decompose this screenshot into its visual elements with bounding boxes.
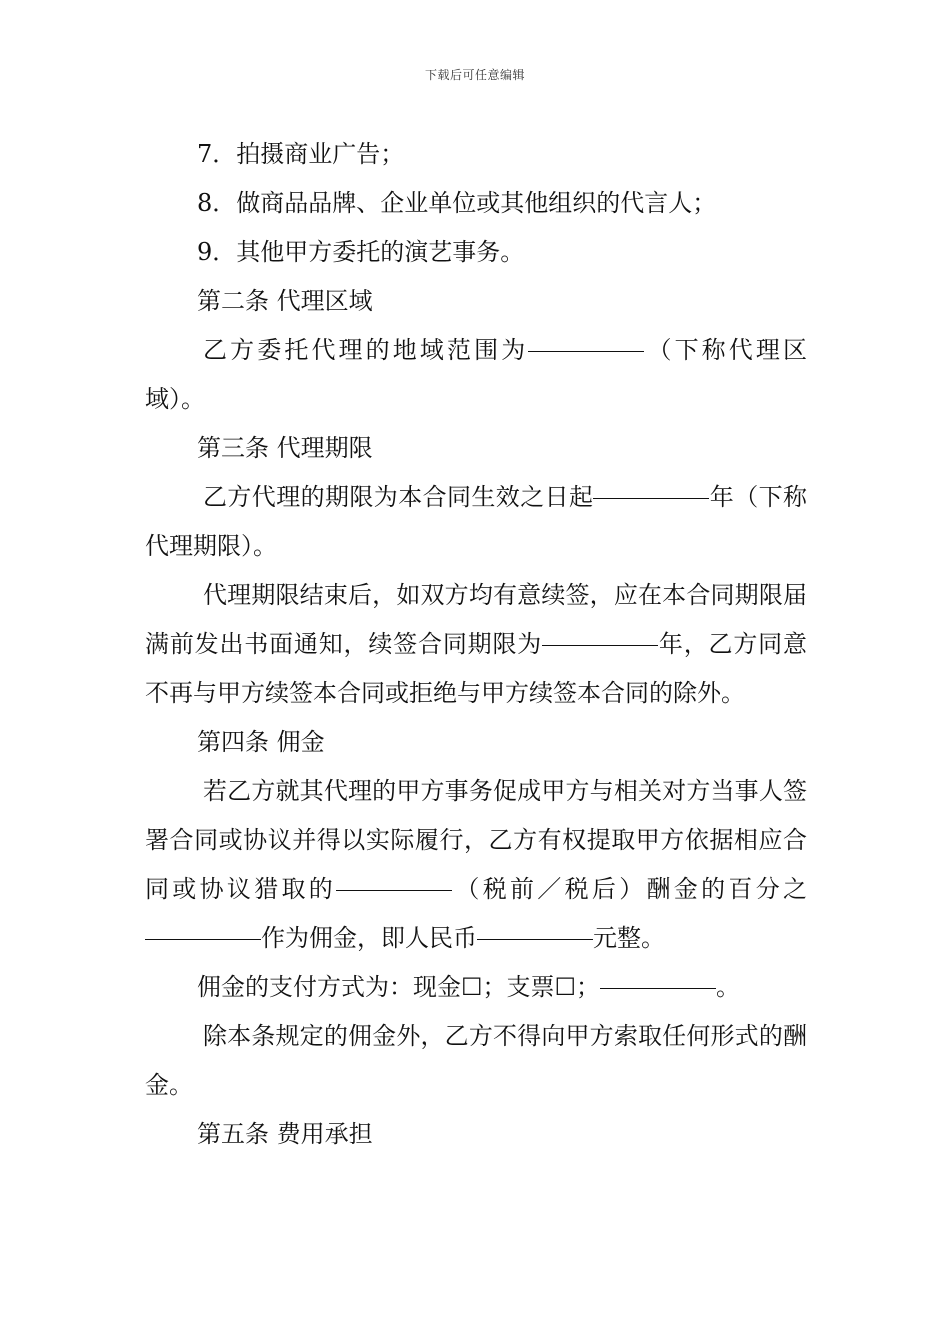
text-segment: 乙方委托代理的地域范围为: [203, 336, 529, 364]
text-segment: 代理期限结束后，如双方均有意续签，应在本合同期限届满前发出书面通知，续签合同期限为: [145, 581, 807, 658]
article-3-paragraph-1: [145, 473, 807, 571]
blank-line: [145, 938, 261, 940]
blank-line: [336, 889, 452, 891]
text-segment: 元整。: [593, 924, 665, 952]
document-body: [145, 130, 807, 1159]
blank-line: [542, 644, 658, 646]
article-4-heading: 第四条 佣金: [197, 728, 325, 756]
text-segment: （下称代理区域）。: [145, 336, 808, 413]
list-item-8: 8．做商品品牌、企业单位或其他组织的代言人；: [197, 189, 717, 217]
text-segment: 。: [716, 973, 741, 1001]
text-segment: 年，乙方同意不再与甲方续签本合同或拒绝与甲方续签本合同的除外。: [145, 630, 808, 707]
article-4-paragraph-1: [145, 767, 807, 963]
list-item-9: 9．其他甲方委托的演艺事务。: [197, 238, 525, 266]
article-4-paragraph-2: [145, 963, 807, 1012]
article-2-heading: 第二条 代理区域: [197, 287, 373, 315]
article-3-paragraph-2: [145, 571, 807, 718]
page-header: 下载后可任意编辑: [424, 68, 525, 82]
text-segment: 年（下称代理期限）。: [145, 483, 808, 560]
text-segment: 佣金的支付方式为：现金☐；支票☐；: [197, 973, 601, 1001]
list-item-7: 7．拍摄商业广告；: [197, 140, 405, 168]
text-segment: 若乙方就其代理的甲方事务促成甲方与相关对方当事人签署合同或协议并得以实际履行，乙方有权提取甲方依据相应合同或协议猎取的: [145, 777, 807, 903]
blank-line: [528, 350, 644, 352]
blank-line: [593, 497, 709, 499]
text-segment: （税前／税后）酬金的百分之: [452, 875, 808, 903]
blank-line: [600, 987, 716, 989]
blank-line: [477, 938, 593, 940]
article-3-heading: 第三条 代理期限: [197, 434, 373, 462]
text-segment: 乙方代理的期限为本合同生效之日起: [203, 483, 594, 511]
article-2-paragraph: [145, 326, 807, 424]
article-5-heading: 第五条 费用承担: [197, 1120, 373, 1148]
text-segment: 作为佣金，即人民币: [261, 924, 477, 952]
article-4-paragraph-3: 除本条规定的佣金外，乙方不得向甲方索取任何形式的酬金。: [145, 1022, 807, 1099]
